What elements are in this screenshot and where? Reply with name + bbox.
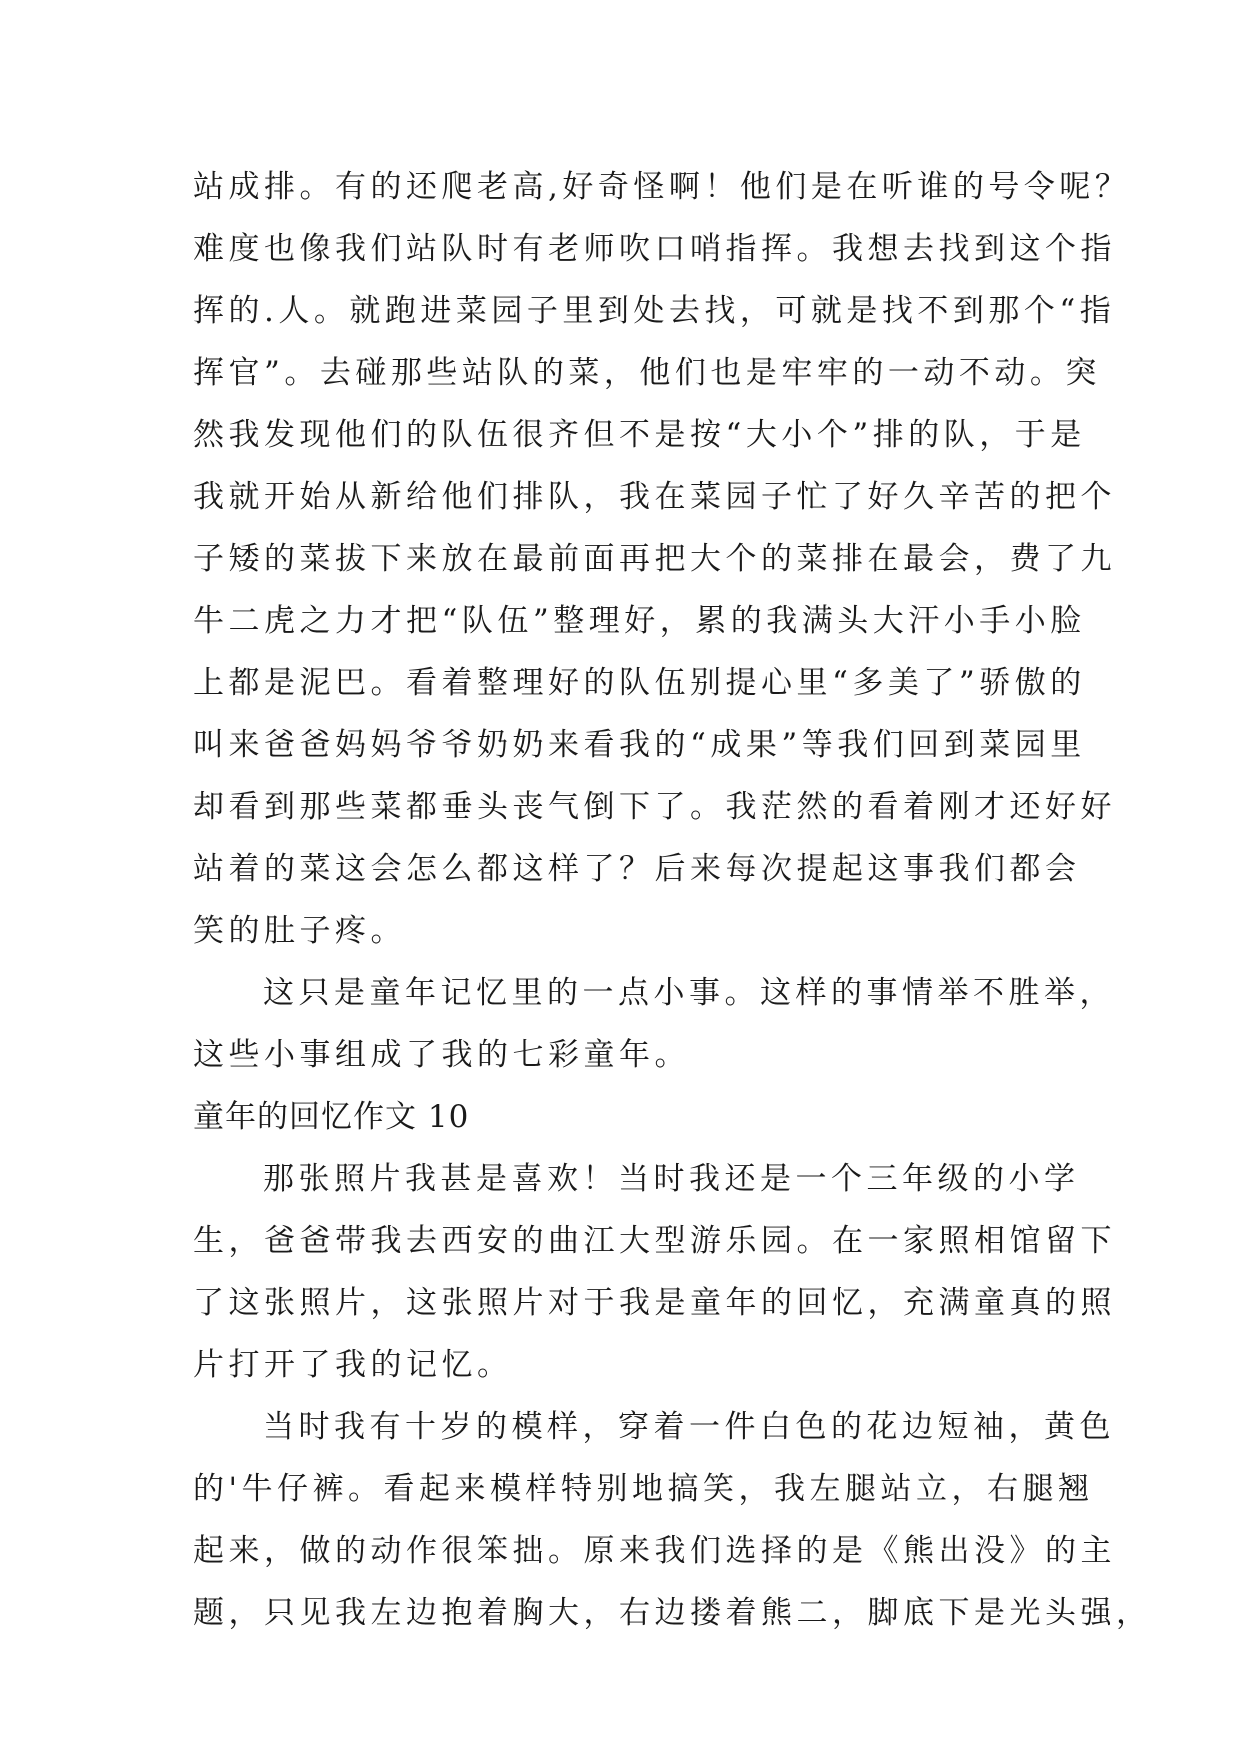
text-line: 了这张照片，这张照片对于我是童年的回忆，充满童真的照	[193, 1285, 1116, 1321]
text-line: 叫来爸爸妈妈爷爷奶奶来看我的“成果”等我们回到菜园里	[193, 727, 1086, 763]
text-line: 片打开了我的记忆。	[193, 1347, 513, 1383]
text-line: 我就开始从新给他们排队，我在菜园子忙了好久辛苦的把个	[193, 479, 1116, 515]
paragraph-start: 那张照片我甚是喜欢！当时我还是一个三年级的小学	[263, 1161, 1080, 1197]
text-line: 生，爸爸带我去西安的曲江大型游乐园。在一家照相馆留下	[193, 1223, 1116, 1259]
document-text	[193, 156, 1152, 1644]
text-line: 却看到那些菜都垂头丧气倒下了。我茫然的看着刚才还好好	[193, 789, 1116, 825]
text-line: 题，只见我左边抱着胸大，右边搂着熊二，脚底下是光头强，	[193, 1595, 1152, 1631]
text-line: 然我发现他们的队伍很齐但不是按“大小个”排的队，于是	[193, 417, 1086, 453]
text-line: 挥官”。去碰那些站队的菜，他们也是牢牢的一动不动。突	[193, 355, 1101, 391]
paragraph-start: 当时我有十岁的模样，穿着一件白色的花边短袖，黄色	[263, 1409, 1115, 1445]
text-line: 子矮的菜拔下来放在最前面再把大个的菜排在最会，费了九	[193, 541, 1116, 577]
text-line: 挥的.人。就跑进菜园子里到处去找，可就是找不到那个“指	[193, 293, 1116, 329]
text-line: 难度也像我们站队时有老师吹口哨指挥。我想去找到这个指	[193, 231, 1116, 267]
text-line: 上都是泥巴。看着整理好的队伍别提心里“多美了”骄傲的	[193, 665, 1086, 701]
text-line: 的'牛仔裤。看起来模样特别地搞笑，我左腿站立，右腿翘	[193, 1471, 1094, 1507]
paragraph-start: 这只是童年记忆里的一点小事。这样的事情举不胜举，	[263, 975, 1115, 1011]
text-line: 牛二虎之力才把“队伍”整理好，累的我满头大汗小手小脸	[193, 603, 1086, 639]
text-line: 笑的肚子疼。	[193, 913, 406, 949]
text-line: 站成排。有的还爬老高,好奇怪啊！他们是在听谁的号令呢？	[193, 169, 1131, 205]
text-line: 这些小事组成了我的七彩童年。	[193, 1037, 690, 1073]
text-line: 站着的菜这会怎么都这样了？后来每次提起这事我们都会	[193, 851, 1081, 887]
section-heading: 童年的回忆作文 10	[193, 1099, 470, 1135]
text-line: 起来，做的动作很笨拙。原来我们选择的是《熊出没》的主	[193, 1533, 1116, 1569]
